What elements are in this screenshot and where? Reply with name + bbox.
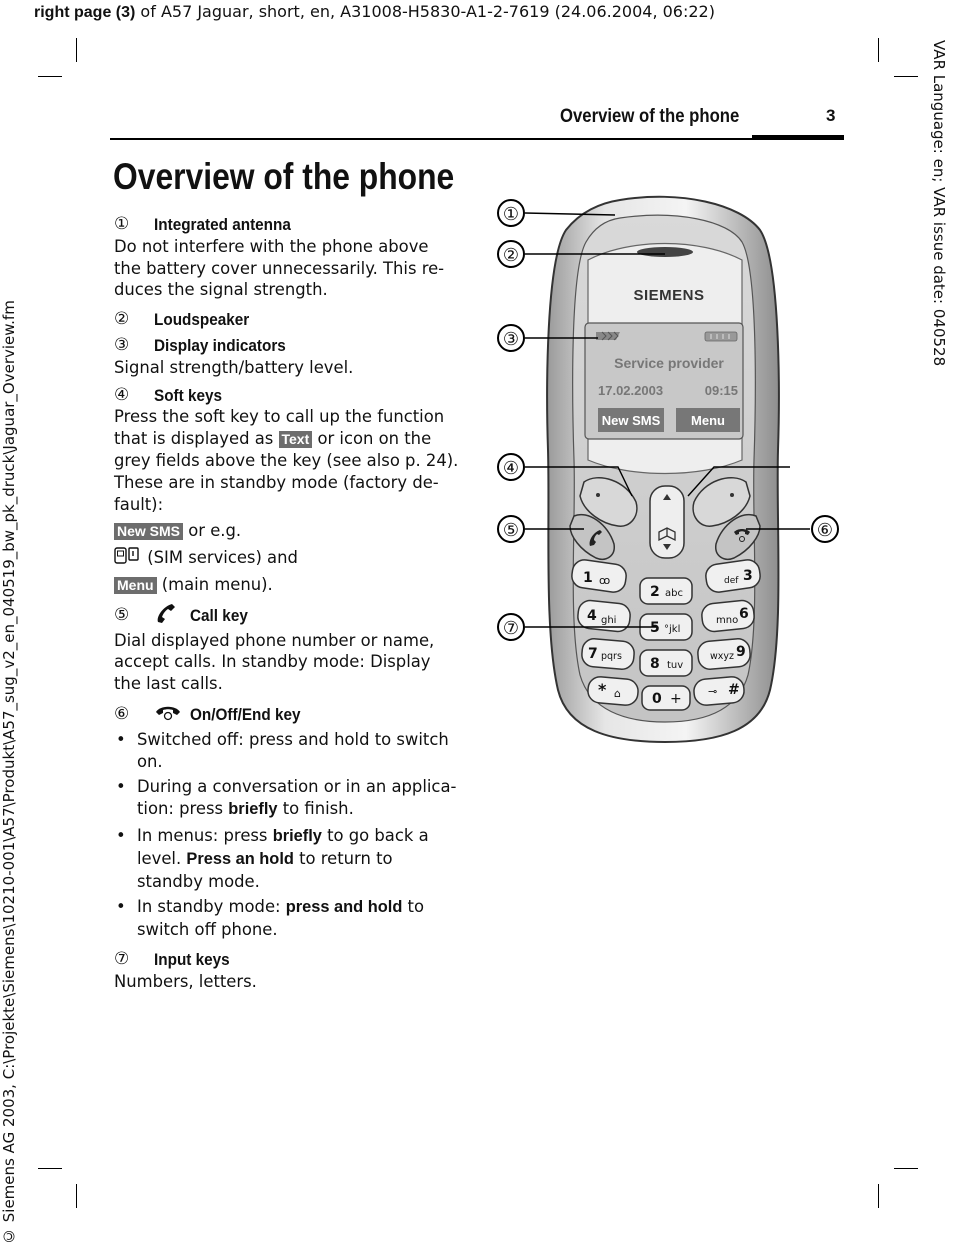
item-heading bbox=[114, 602, 459, 630]
screen-softkey-right-label: Menu bbox=[691, 413, 725, 428]
item-label: Input keys bbox=[154, 949, 230, 969]
key-letters: pqrs bbox=[601, 651, 622, 662]
item-number: ② bbox=[114, 309, 130, 330]
keypad-key[interactable] bbox=[640, 650, 692, 676]
bullet-text: to switch off phone. bbox=[137, 897, 425, 940]
print-meta-line bbox=[34, 2, 715, 22]
side-text-right: VAR Language: en; VAR issue date: 040528 bbox=[930, 40, 948, 367]
callout-6: ⑥ bbox=[811, 515, 839, 543]
softkey-example-text: (SIM services) and bbox=[147, 548, 298, 568]
softkey-text-b: or icon on the grey fields above the key (see also p. 24). These are in standby mode (factory de-fault): bbox=[114, 429, 459, 514]
screen-provider: Service provider bbox=[614, 355, 724, 371]
key-letters: abc bbox=[665, 588, 683, 599]
list-item bbox=[114, 825, 459, 892]
key-digit: 6 bbox=[739, 606, 749, 622]
key-letters: ⌂ bbox=[614, 687, 621, 700]
call-key-icon bbox=[154, 602, 190, 630]
battery-indicator-icon bbox=[705, 332, 737, 341]
key-letters: ⊸ bbox=[708, 685, 718, 698]
earpiece bbox=[637, 247, 693, 257]
screen-time: 09:15 bbox=[704, 383, 738, 398]
softkey-example bbox=[114, 574, 459, 596]
key-digit: * bbox=[598, 680, 607, 699]
crop-mark bbox=[76, 38, 77, 62]
bullet-bold: press and hold bbox=[285, 898, 403, 917]
bullet-text: In menus: press bbox=[137, 825, 273, 845]
crop-mark bbox=[878, 38, 879, 62]
item-text: Numbers, letters. bbox=[114, 971, 257, 991]
softkey-tag-text: Text bbox=[279, 431, 313, 448]
softkey-text-a: Press the soft key to call up the function that is displayed as bbox=[114, 407, 445, 449]
item-label: On/Off/End key bbox=[190, 704, 301, 724]
screen-date: 17.02.2003 bbox=[598, 383, 664, 398]
key-digit: 8 bbox=[650, 656, 660, 672]
item-heading bbox=[114, 703, 459, 727]
callout-2: ② bbox=[497, 240, 525, 268]
item-number: ③ bbox=[114, 334, 130, 355]
item-number: ⑦ bbox=[114, 948, 130, 969]
item-label: Loudspeaker bbox=[154, 310, 250, 330]
sim-services-icon bbox=[114, 548, 147, 567]
key-digit: # bbox=[728, 682, 740, 698]
bullet-bold: Press an hold bbox=[186, 849, 294, 868]
softkey-example bbox=[114, 520, 459, 542]
callout-5: ⑤ bbox=[497, 515, 525, 543]
softkey-tag-newsms: New SMS bbox=[114, 523, 183, 540]
item-text: Signal strength/battery level. bbox=[114, 357, 354, 377]
key-digit: 2 bbox=[650, 584, 660, 600]
key-digit: 5 bbox=[650, 620, 660, 636]
callout-3: ③ bbox=[497, 324, 525, 352]
description-column bbox=[114, 214, 459, 993]
softkey-example-text: (main menu). bbox=[156, 574, 273, 594]
print-meta-bold: right page (3) bbox=[34, 4, 136, 21]
crop-mark bbox=[38, 76, 62, 77]
crop-mark bbox=[38, 1168, 62, 1169]
onoff-bullet-list bbox=[114, 729, 459, 941]
item-number: ⑥ bbox=[114, 703, 130, 724]
item-label: Soft keys bbox=[154, 385, 223, 405]
item-heading bbox=[114, 214, 459, 236]
keypad-key[interactable] bbox=[587, 676, 639, 706]
crop-mark bbox=[894, 76, 918, 77]
key-letters: wxyz bbox=[710, 651, 735, 662]
page-title: Overview of the phone bbox=[113, 156, 455, 197]
item-number: ① bbox=[114, 214, 130, 234]
phone-brand: SIEMENS bbox=[633, 287, 705, 304]
callout-1: ① bbox=[497, 199, 525, 227]
signal-indicator-icon bbox=[596, 332, 620, 340]
key-letters: + bbox=[670, 691, 682, 707]
key-letters: mno bbox=[716, 615, 739, 626]
bullet-text: to return to standby mode. bbox=[137, 848, 393, 891]
softkey-tag-menu: Menu bbox=[114, 577, 157, 594]
bullet-text: In standby mode: bbox=[137, 897, 286, 917]
print-meta-rest: of A57 Jaguar, short, en, A31008-H5830-A1-2-7619 (24.06.2004, 06:22) bbox=[135, 2, 715, 21]
running-header-title: Overview of the phone bbox=[560, 106, 740, 127]
callout-4: ④ bbox=[497, 453, 525, 481]
header-rule-thick bbox=[752, 135, 844, 140]
bullet-bold: briefly bbox=[272, 826, 322, 845]
bullet-text: During a conversation or in an applica-tion: press bbox=[137, 777, 457, 819]
item-text: Dial displayed phone number or name, accept calls. In standby mode: Display the last calls. bbox=[114, 630, 435, 694]
item-number: ④ bbox=[114, 384, 130, 405]
key-digit: 7 bbox=[588, 646, 598, 662]
key-letters: °jkl bbox=[664, 624, 681, 635]
bullet-bold: briefly bbox=[228, 800, 278, 819]
item-heading bbox=[114, 335, 459, 357]
item-label: Call key bbox=[190, 605, 248, 625]
screen-softkey-left-label: New SMS bbox=[601, 413, 661, 428]
key-letters: ꝏ bbox=[599, 574, 611, 587]
item-number: ⑤ bbox=[114, 604, 130, 625]
item-label: Integrated antenna bbox=[154, 215, 291, 234]
softkey-example bbox=[114, 547, 459, 569]
key-letters: ghi bbox=[601, 615, 617, 626]
crop-mark bbox=[878, 1184, 879, 1208]
list-item bbox=[114, 776, 459, 821]
key-digit: 3 bbox=[743, 568, 753, 584]
list-item bbox=[114, 896, 459, 941]
item-heading bbox=[114, 309, 459, 331]
key-letters: tuv bbox=[667, 660, 684, 671]
softkey-example-text: or e.g. bbox=[183, 521, 242, 541]
phone-illustration bbox=[480, 190, 850, 750]
crop-mark bbox=[76, 1184, 77, 1208]
bullet-text: Switched off: press and hold to switch on. bbox=[137, 729, 449, 771]
page-number: 3 bbox=[826, 106, 836, 125]
item-text bbox=[114, 406, 459, 515]
item-text: Do not interfere with the phone above the battery cover unnecessarily. This re-duces the signal strength. bbox=[114, 236, 445, 300]
key-digit: 4 bbox=[587, 608, 597, 624]
item-label: Display indicators bbox=[154, 335, 286, 355]
bullet-text: to go back a level. bbox=[137, 825, 429, 868]
header-rule bbox=[110, 138, 844, 140]
item-heading bbox=[114, 385, 459, 407]
end-key-icon bbox=[154, 703, 190, 727]
crop-mark bbox=[894, 1168, 918, 1169]
callout-7: ⑦ bbox=[497, 613, 525, 641]
bullet-text: to finish. bbox=[277, 799, 354, 819]
item-heading bbox=[114, 949, 459, 971]
key-letters: def bbox=[724, 576, 739, 586]
key-digit: 1 bbox=[583, 570, 593, 586]
key-digit: 0 bbox=[652, 691, 662, 707]
key-digit: 9 bbox=[736, 644, 746, 660]
list-item bbox=[114, 729, 459, 773]
side-text-left: © Siemens AG 2003, C:\Projekte\Siemens\10210-001\A57\Produkt\A57_sug_v2_en_040519_bw_pk_druck\Jaguar_Overview.fm bbox=[0, 300, 18, 1245]
keypad-key[interactable] bbox=[642, 686, 690, 710]
